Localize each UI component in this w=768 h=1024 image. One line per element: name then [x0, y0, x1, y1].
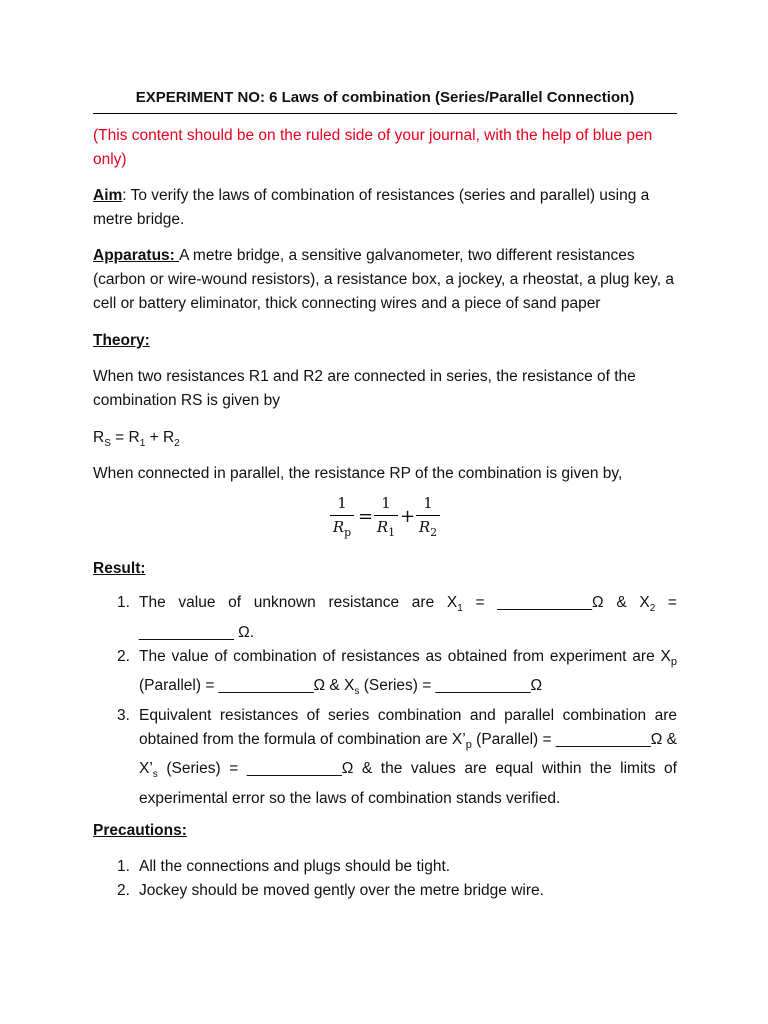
fraction-r2: 1 $R_2$ [416, 494, 440, 539]
aim-paragraph [93, 184, 677, 232]
fraction-lhs: 1 $R_p$ [330, 494, 354, 539]
result-heading [93, 557, 677, 581]
list-item: 1. All the connections and plugs should be tight. [117, 858, 451, 875]
precautions-heading [93, 819, 677, 843]
plus-sign: + [400, 506, 416, 527]
result-list [93, 591, 677, 811]
list-item: 2. The value of combination of resistances as obtained from experiment are $X_p$ (Parallel) = ___________Ω & $X_s$ (Series) = ___________Ω [117, 648, 677, 698]
apparatus-paragraph [93, 244, 677, 316]
precautions-label: Precautions: [93, 822, 187, 839]
experiment-title: EXPERIMENT NO: 6 Laws of combination (Series/Parallel Connection) [135, 89, 635, 106]
journal-note: (This content should be on the ruled side of your journal, with the help of blue pen only) [93, 127, 653, 168]
apparatus-label: Apparatus: [93, 247, 180, 264]
aim-label: Aim [93, 187, 123, 204]
equals-sign: = [358, 506, 374, 527]
series-formula: $R_S = R_1 + R_2$ [93, 429, 180, 450]
result-label: Result: [93, 560, 146, 577]
series-paragraph: When two resistances R1 and R2 are connected in series, the resistance of the combination RS is given by [93, 368, 636, 409]
aim-text: : To verify the laws of combination of resistances (series and parallel) using a metre bridge. [93, 187, 650, 228]
list-item: 1. The value of unknown resistance are $X_1$ = ___________Ω & $X_2$ = ___________ Ω. [117, 594, 677, 642]
apparatus-text: A metre bridge, a sensitive galvanometer, two different resistances (carbon or wire-wound resistors), a resistance box, a jockey, a rheostat, a plug key, a cell or battery eliminator, thick connecting wires and a piece of sand paper [93, 247, 674, 312]
theory-heading [93, 329, 677, 353]
precautions-list [93, 855, 677, 903]
list-item: 2. Jockey should be moved gently over the metre bridge wire. [117, 882, 544, 899]
fraction-r1: 1 $R_1$ [374, 494, 398, 539]
parallel-formula [320, 490, 450, 550]
theory-label: Theory: [93, 332, 150, 349]
title-underline [93, 113, 677, 114]
parallel-paragraph: When connected in parallel, the resistance RP of the combination is given by, [93, 465, 623, 482]
list-item: 3. Equivalent resistances of series combination and parallel combination are obtained from the formula of combination are $X’_p$ (Parallel) = ___________Ω & $X’_s$ (Series) = ___________Ω & the values are equal within the limits of experimental error so the laws of combination stands verified. [117, 707, 677, 808]
